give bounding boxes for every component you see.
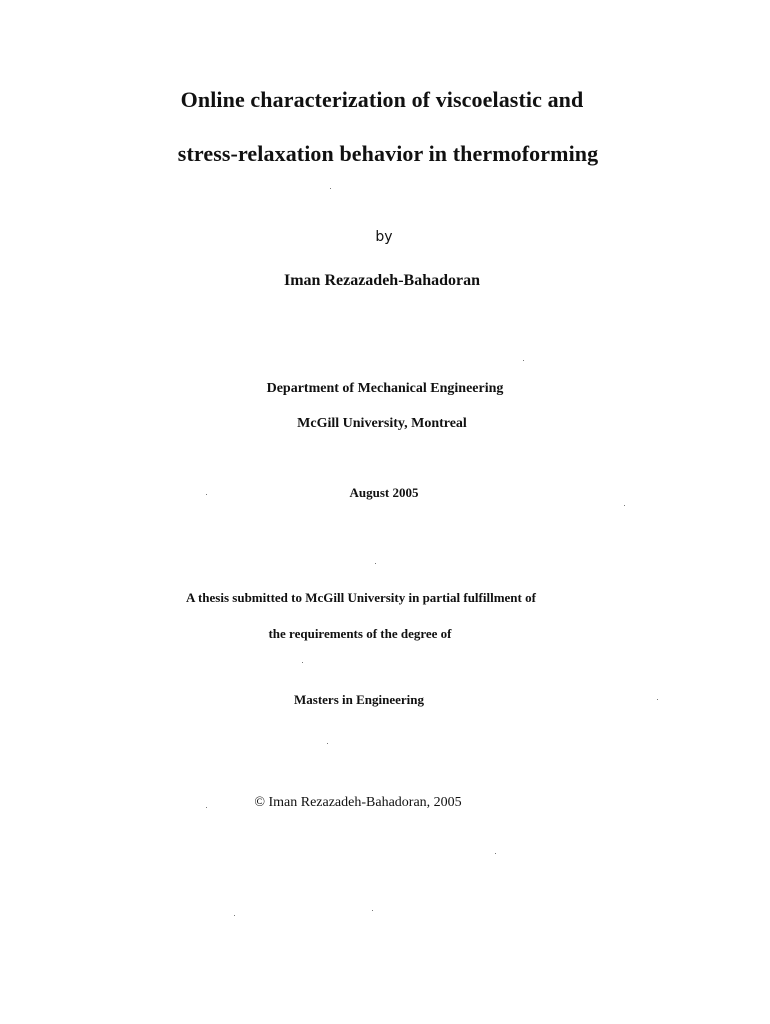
author-name: Iman Rezazadeh-Bahadoran — [283, 272, 480, 289]
copyright-notice: © Iman Rezazadeh-Bahadoran, 2005 — [254, 795, 462, 810]
university-name: McGill University, Montreal — [297, 416, 467, 431]
scan-speck — [375, 563, 376, 564]
scan-speck — [523, 360, 524, 361]
department-name: Department of Mechanical Engineering — [266, 381, 504, 396]
scan-speck — [234, 915, 235, 916]
thesis-statement-line-2: the requirements of the degree of — [268, 626, 452, 641]
title-line-2: stress-relaxation behavior in thermoforming — [177, 141, 599, 166]
by-label: by — [375, 229, 393, 245]
degree-name: Masters in Engineering — [294, 692, 424, 707]
scan-speck — [624, 505, 625, 506]
submission-date: August 2005 — [349, 485, 419, 500]
scan-speck — [302, 662, 303, 663]
scan-speck — [657, 699, 658, 700]
title-line-1: Online characterization of viscoelastic and — [180, 87, 584, 112]
scan-speck — [327, 743, 328, 744]
scan-speck — [206, 494, 207, 495]
scan-speck — [206, 807, 207, 808]
scan-speck — [372, 910, 373, 911]
scan-speck — [330, 188, 331, 189]
scan-speck — [495, 853, 496, 854]
thesis-statement-line-1: A thesis submitted to McGill University in partial fulfillment of — [186, 590, 536, 605]
